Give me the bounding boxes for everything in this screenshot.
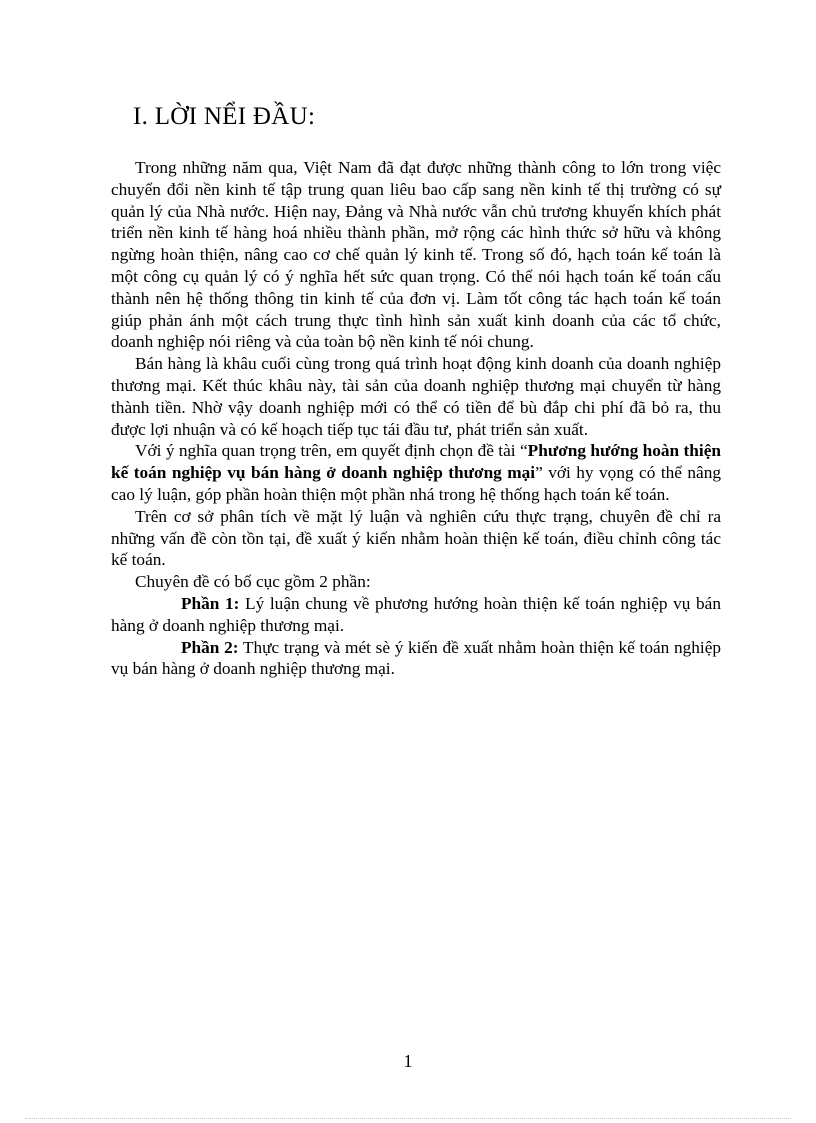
- paragraph-topic: [111, 440, 721, 505]
- topic-text-before: Với ý nghĩa quan trọng trên, em quyết định chọn đề tài “: [135, 441, 528, 461]
- topic-text-after: ” với hy vọng có thể nâng cao lý luận, góp phần hoàn thiện một phần nhá trong hệ thống hạch toán kế toán.: [111, 463, 721, 504]
- section-heading: I. LỜI NỂI ĐẦU:: [133, 103, 316, 130]
- part-2-label: Phần 2:: [181, 637, 239, 657]
- part-2-text: Thực trạng và mét sè ý kiến đề xuất nhằm hoàn thiện kế toán nghiệp vụ bán hàng ở doanh nghiệp thương mại.: [111, 637, 721, 679]
- part-2-item: [111, 637, 721, 681]
- page-number: 1: [403, 1051, 413, 1071]
- paragraph-intro: Trong những năm qua, Việt Nam đã đạt được những thành công to lớn trong việc chuyển đổi nền kinh tế tập trung quan liêu bao cấp sang nền kinh tế thị trường có sự quản lý của Nhà nước. Hiện nay, Đảng và Nhà nước vẫn chủ trương khuyến khích phát triển nền kinh tế hàng hoá nhiều thành phần, mở rộng các hình thức sở hữu và không ngừng hoàn thiện, nâng cao cơ chế quản lý kinh tế. Trong số đó, hạch toán kế toán là một công cụ quản lý có ý nghĩa hết sức quan trọng. Có thể nói hạch toán kế toán cấu thành nên hệ thống thông tin kinh tế của đơn vị. Làm tốt công tác hạch toán kế toán giúp phản ánh một cách trung thực tình hình sản xuất kinh doanh của các tổ chức, doanh nghiệp nói riêng và của toàn bộ nền kinh tế nói chung.: [111, 158, 721, 352]
- paragraph-analysis: Trên cơ sở phân tích về mặt lý luận và nghiên cứu thực trạng, chuyên đề chỉ ra những vấn đề còn tồn tại, đề xuất ý kiến nhằm hoàn thiện kế toán, điều chỉnh công tác kế toán.: [111, 506, 721, 570]
- topic-title: Phương hướng hoàn thiện kế toán nghiệp vụ bán hàng ở doanh nghiệp thương mại: [111, 441, 721, 483]
- part-1-text: Lý luận chung về phương hướng hoàn thiện kế toán nghiệp vụ bán hàng ở doanh nghiệp thương mại.: [111, 593, 721, 635]
- footer-divider: [25, 1118, 791, 1119]
- part-1-label: Phần 1:: [181, 593, 240, 613]
- body-text: [111, 157, 721, 680]
- part-1-item: [111, 593, 721, 637]
- paragraph-structure: Chuyên đề có bố cục gồm 2 phần:: [135, 572, 371, 592]
- paragraph-sales: Bán hàng là khâu cuối cùng trong quá trình hoạt động kinh doanh của doanh nghiệp thương mại. Kết thúc khâu này, tài sản của doanh nghiệp thương mại chuyển từ hàng thành tiền. Nhờ vậy doanh nghiệp mới có thể có tiền để bù đắp chi phí đã bỏ ra, thu được lợi nhuận và có kế hoạch tiếp tục tái đầu tư, phát triển sản xuất.: [111, 354, 721, 439]
